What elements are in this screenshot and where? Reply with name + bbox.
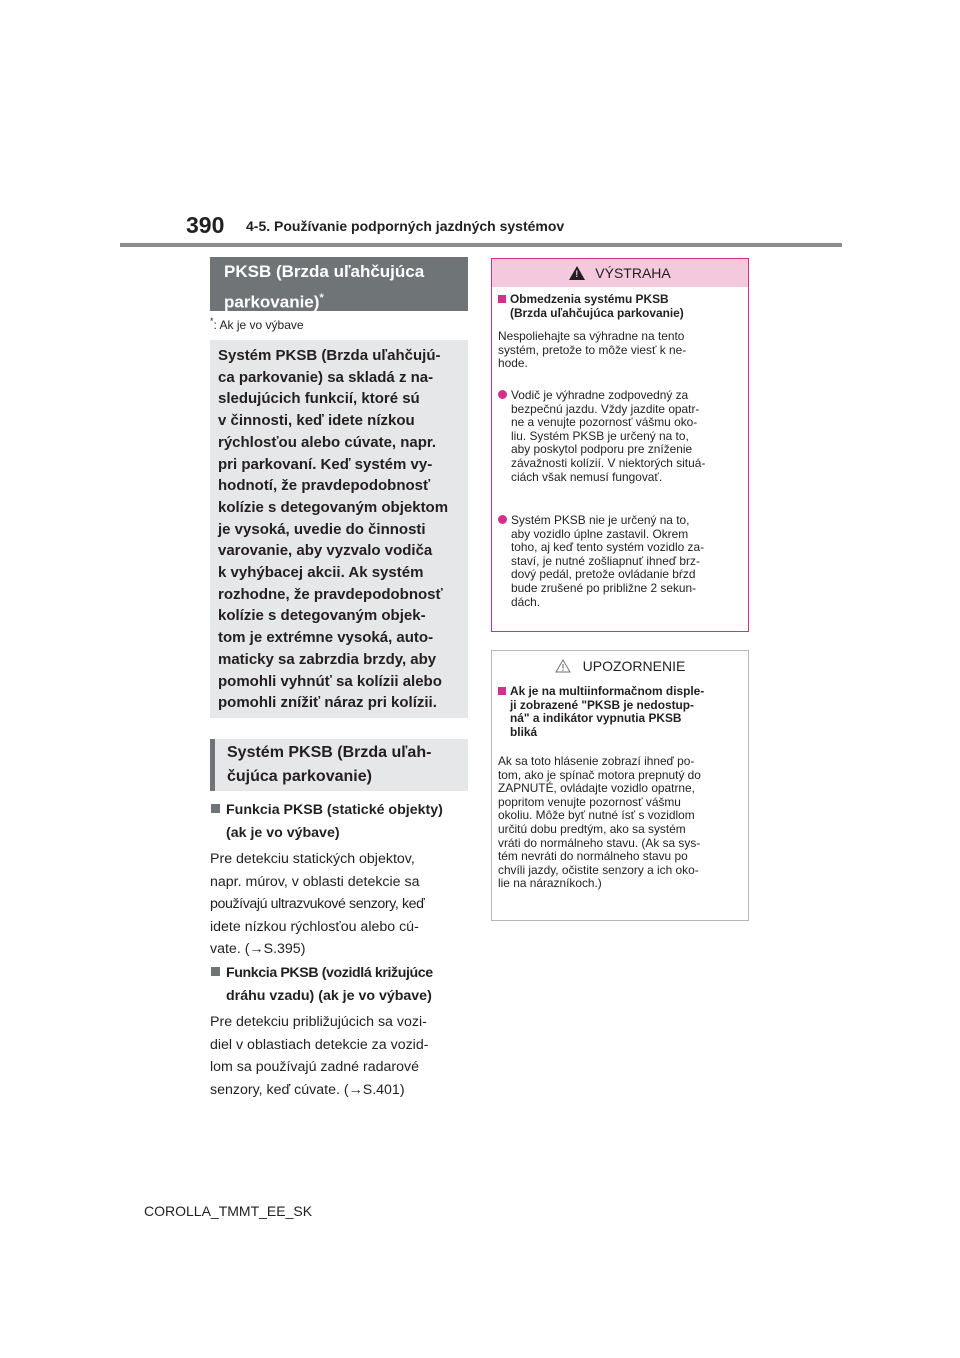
caution-text xyxy=(498,755,744,891)
pksb-heading-mark: * xyxy=(319,292,324,304)
pksb-heading-text: PKSB (Brzda uľahčujúca parkovanie) xyxy=(224,262,425,312)
caution-text-line: vráti do normálneho stavu. (Ak sa sys- xyxy=(498,835,701,850)
function1-text-line: idete nízkou rýchlosťou alebo cú- xyxy=(210,918,419,935)
function2-heading-line: Funkcia PKSB (vozidlá križujúce xyxy=(226,965,433,981)
caution-text-line: okoliu. Môže byť nutné ísť s vozidlom xyxy=(498,808,695,823)
function2-text-line: diel v oblastiach detekcie za vozid- xyxy=(210,1036,429,1053)
intro-line: je vysoká, uvedie do činnosti xyxy=(218,520,426,538)
caution-title: UPOZORNENIE xyxy=(582,658,686,674)
footnote-text: : Ak je vo výbave xyxy=(213,318,304,332)
warning-item1-line: Vodič je výhradne zodpovedný za xyxy=(511,388,689,402)
section-title: 4-5. Používanie podporných jazdných systémov xyxy=(246,218,565,234)
function2-heading-line: dráhu vzadu) (ak je vo výbave) xyxy=(226,988,432,1004)
warning-intro-line: systém, pretože to môže viesť k ne- xyxy=(498,342,687,357)
intro-line: k vyhýbacej akcii. Ak systém xyxy=(218,564,424,582)
intro-line: pri parkovaní. Keď systém vy- xyxy=(218,455,433,473)
warning-title-bar xyxy=(492,259,748,287)
warning-intro-line: hode. xyxy=(498,356,528,371)
warning-intro-line: Nespoliehajte sa výhradne na tento xyxy=(498,329,685,343)
intro-line: sledujúcich funkcií, ktoré sú xyxy=(218,390,420,408)
warning-heading-line: Obmedzenia systému PKSB xyxy=(510,292,669,306)
warning-item1-line: závažnosti kolízií. V niektorých situá- xyxy=(511,455,706,470)
footer-doc-code: COROLLA_TMMT_EE_SK xyxy=(144,1203,313,1219)
function2-heading xyxy=(211,962,471,1008)
round-bullet-icon xyxy=(498,515,507,524)
intro-line: kolízie s detegovaným objektom xyxy=(218,498,449,516)
warning-item-2 xyxy=(498,514,744,609)
function1-text-line: vate. (→S.395) xyxy=(210,941,306,957)
warning-item-1 xyxy=(498,389,744,484)
function1-heading xyxy=(211,799,471,845)
caution-triangle-icon xyxy=(555,659,571,673)
caution-text-line: ZAPNUTÉ, ovládajte vozidlo opatrne, xyxy=(498,781,695,796)
header-rule xyxy=(120,243,842,247)
caution-heading-line: ji zobrazené "PKSB je nedostup- xyxy=(510,697,695,712)
function1-text-line: napr. múrov, v oblasti detekcie sa xyxy=(210,873,420,890)
warning-item1-line: bezpečnú jazdu. Vždy jazdite opatr- xyxy=(511,401,700,416)
intro-line: v činnosti, keď idete nízkou xyxy=(218,412,415,430)
intro-line: kolízie s detegovaným objek- xyxy=(218,607,426,625)
caution-text-line: tém nevráti do normálneho stavu po xyxy=(498,849,688,864)
square-bullet-icon xyxy=(498,687,506,695)
caution-text-line: určitú dobu predtým, ako sa systém xyxy=(498,821,686,836)
intro-box xyxy=(210,340,468,718)
footnote xyxy=(210,316,304,332)
intro-line: tom je extrémne vysoká, auto- xyxy=(218,629,434,647)
caution-text-line: popritom venujte pozornosť vášmu xyxy=(498,794,681,809)
warning-item2-line: bude zrušené po približne 2 sekun- xyxy=(511,580,697,595)
square-bullet-icon xyxy=(211,804,220,813)
warning-intro xyxy=(498,330,744,371)
intro-line: maticky sa zabrzdia brzdy, aby xyxy=(218,650,437,668)
warning-item1-line: liu. Systém PKSB je určený na to, xyxy=(511,428,689,443)
intro-line: pomohli vyhnúť sa kolízii alebo xyxy=(218,672,442,690)
caution-text-line: tom, ako je spínač motora prepnutý do xyxy=(498,767,701,782)
system-heading-line: čujúca parkovanie) xyxy=(227,768,372,785)
intro-line: rýchlosťou alebo cúvate, napr. xyxy=(218,433,437,451)
intro-line: rozhodne, že pravdepodobnosť xyxy=(218,585,443,603)
warning-item2-line: toho, aj keď tento systém vozidlo za- xyxy=(511,540,705,555)
intro-line: varovanie, aby vyzvalo vodiča xyxy=(218,542,433,560)
function1-text xyxy=(210,848,470,961)
function1-text-line: používajú ultrazvukové senzory, keď xyxy=(210,896,425,912)
function2-text-line: lom sa používajú zadné radarové xyxy=(210,1059,419,1075)
caution-text-line: lie na nárazníkoch.) xyxy=(498,876,602,891)
warning-item2-line: Systém PKSB nie je určený na to, xyxy=(511,513,690,527)
warning-item1-line: ciách však nemusí fungovať. xyxy=(511,469,663,484)
system-heading-line: Systém PKSB (Brzda uľah- xyxy=(227,744,432,761)
warning-title: VÝSTRAHA xyxy=(595,265,671,281)
intro-line: ca parkovanie) sa skladá z na- xyxy=(218,368,434,386)
caution-box xyxy=(491,650,749,921)
intro-line: pomohli znížiť náraz pri kolízii. xyxy=(218,694,437,712)
pksb-heading xyxy=(210,257,468,311)
intro-line: hodnotí, že pravdepodobnosť xyxy=(218,477,431,495)
round-bullet-icon xyxy=(498,390,507,399)
function1-text-line: Pre detekciu statických objektov, xyxy=(210,851,415,867)
function2-text xyxy=(210,1011,470,1101)
system-heading xyxy=(210,739,468,791)
warning-item2-line: aby vozidlo úplne zastavil. Okrem xyxy=(511,526,689,541)
caution-title-bar xyxy=(492,651,748,681)
function1-heading-line: Funkcia PKSB (statické objekty) xyxy=(226,802,443,818)
warning-triangle-icon: ! xyxy=(569,266,585,280)
warning-item1-line: aby poskytol podporu pre zníženie xyxy=(511,442,693,457)
warning-item2-line: dový pedál, pretože ovládanie bŕzd xyxy=(511,567,696,582)
caution-heading-line: bliká xyxy=(510,724,538,739)
warning-item2-line: staví, je nutné zošliapnuť ihneď brz- xyxy=(511,553,700,568)
square-bullet-icon xyxy=(211,967,220,976)
warning-heading-line: (Brzda uľahčujúca parkovanie) xyxy=(510,305,684,320)
caution-heading-line: Ak je na multiinformačnom disple- xyxy=(510,684,705,698)
square-bullet-icon xyxy=(498,295,506,303)
warning-box xyxy=(491,258,749,632)
function2-text-line: Pre detekciu približujúcich sa vozi- xyxy=(210,1014,427,1030)
caution-heading xyxy=(498,685,744,739)
page-number: 390 xyxy=(186,212,225,238)
caution-text-line: chvíli jazdy, očistite senzory a ich oko- xyxy=(498,862,699,877)
caution-heading-line: ná" a indikátor vypnutia PKSB xyxy=(510,711,682,726)
warning-item1-line: ne a venujte pozornosť vášmu oko- xyxy=(511,415,698,430)
footnote-mark: * xyxy=(210,316,214,326)
warning-item2-line: dách. xyxy=(511,594,541,609)
warning-heading xyxy=(498,293,744,320)
intro-line: Systém PKSB (Brzda uľahčujú- xyxy=(218,347,441,364)
function1-heading-line: (ak je vo výbave) xyxy=(226,825,340,841)
function2-text-line: senzory, keď cúvate. (→S.401) xyxy=(210,1081,405,1098)
caution-text-line: Ak sa toto hlásenie zobrazí ihneď po- xyxy=(498,754,695,768)
